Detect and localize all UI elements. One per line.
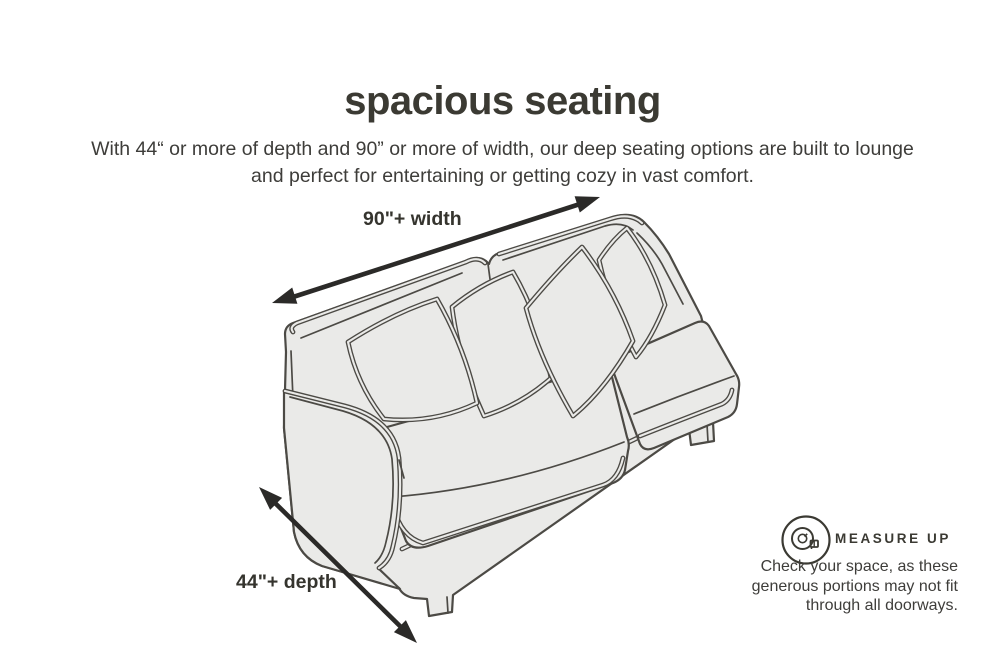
subtitle-line-1: With 44“ or more of depth and 90” or more of width, our deep seating options are built to lounge [91, 137, 914, 160]
subtitle-line-2: and perfect for entertaining or getting cozy in vast comfort. [251, 164, 754, 187]
measure-up-note [740, 557, 958, 616]
measure-up-note-line-1: Check your space, as these [760, 558, 958, 575]
sofa-foot-left [447, 597, 448, 613]
depth-dimension-label: 44"+ depth [236, 571, 337, 593]
measure-up-note-line-2: generous portions may not fit [751, 577, 958, 595]
width-arrow-head-right [575, 196, 600, 212]
page-title: spacious seating [344, 78, 661, 123]
measure-up-heading: MEASURE UP [835, 531, 952, 546]
width-dimension-label: 90"+ width [363, 208, 462, 230]
width-arrow-head-left [272, 288, 297, 304]
measure-up-note-line-3: through all doorways. [805, 597, 958, 614]
sofa [284, 215, 739, 616]
